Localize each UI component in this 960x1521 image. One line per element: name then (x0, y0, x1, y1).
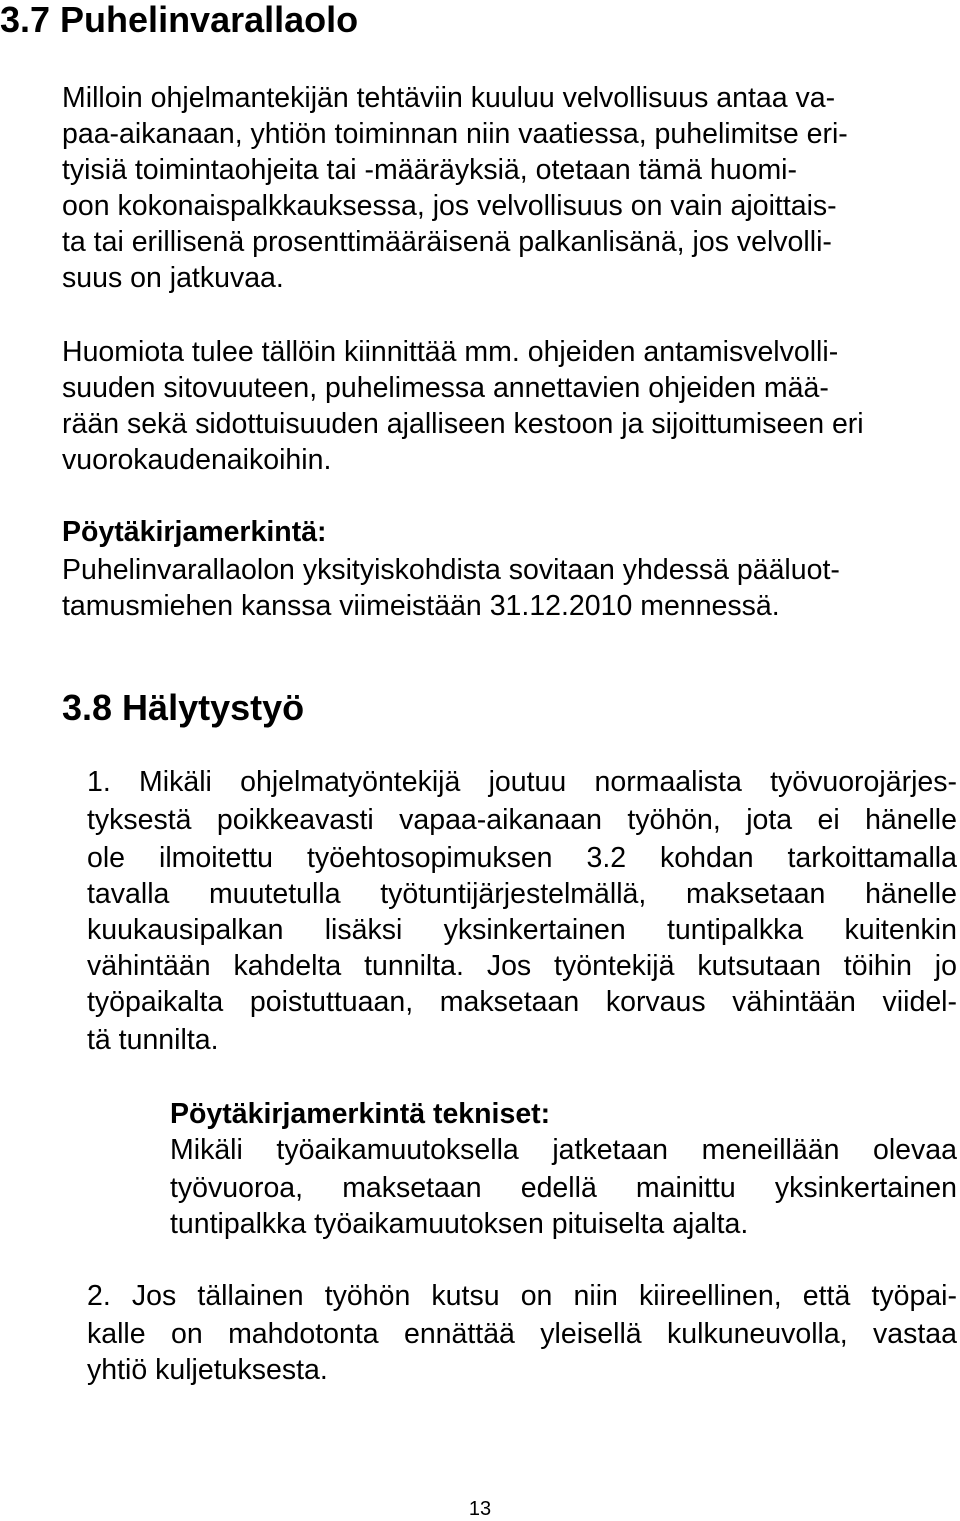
text-line: 2. Jos tällainen työhön kutsu on niin kiireellinen, että työpai- (87, 1280, 957, 1312)
text-line: Milloin ohjelmantekijän tehtäviin kuuluu velvollisuus antaa va- (62, 82, 836, 114)
section-heading-3-8: 3.8 Hälytystyö (62, 687, 305, 728)
text-line: rään sekä sidottuisuuden ajalliseen kestoon ja sijoittumiseen eri (62, 408, 864, 440)
protocol-note-label: Pöytäkirjamerkintä: (62, 516, 327, 548)
text-line: suus on jatkuvaa. (62, 262, 284, 294)
text-line: työpaikalta poistuttuaan, maksetaan korvaus vähintään viidel- (87, 986, 957, 1018)
text-line: paa-aikanaan, yhtiön toiminnan niin vaatiessa, puhelimitse eri- (62, 118, 848, 150)
text-line: tavalla muutetulla työtuntijärjestelmällä, maksetaan hänelle (87, 878, 957, 910)
text-line: kalle on mahdotonta ennättää yleisellä kulkuneuvolla, vastaa (87, 1318, 957, 1350)
text-line: Huomiota tulee tällöin kiinnittää mm. ohjeiden antamisvelvolli- (62, 336, 839, 368)
text-line: suuden sitovuuteen, puhelimessa annettavien ohjeiden mää- (62, 372, 829, 404)
text-line: yhtiö kuljetuksesta. (87, 1354, 328, 1386)
protocol-note-label: Pöytäkirjamerkintä tekniset: (170, 1098, 551, 1130)
text-line: tä tunnilta. (87, 1024, 219, 1056)
text-line: ta tai erillisenä prosenttimääräisenä palkanlisänä, jos velvolli- (62, 226, 832, 258)
text-line: työvuoroa, maksetaan edellä mainittu yksinkertainen (170, 1172, 957, 1204)
text-line: tyisiä toimintaohjeita tai -määräyksiä, otetaan tämä huomi- (62, 154, 798, 186)
text-line: kuukausipalkan lisäksi yksinkertainen tuntipalkka kuitenkin (87, 914, 957, 946)
text-line: vuorokaudenaikoihin. (62, 444, 332, 476)
text-line: Puhelinvarallaolon yksityiskohdista sovitaan yhdessä pääluot- (62, 554, 840, 586)
text-line: tamusmiehen kanssa viimeistään 31.12.2010 mennessä. (62, 590, 780, 622)
section-heading-3-7: 3.7 Puhelinvarallaolo (0, 0, 359, 40)
text-line: Mikäli työaikamuutoksella jatketaan meneillään olevaa (170, 1134, 957, 1166)
text-line: tyksestä poikkeavasti vapaa-aikanaan työhön, jota ei hänelle (87, 804, 957, 836)
text-line: vähintään kahdelta tunnilta. Jos työntekijä kutsutaan töihin jo (87, 950, 957, 982)
text-line: oon kokonaispalkkauksessa, jos velvollisuus on vain ajoittais- (62, 190, 837, 222)
page-number: 13 (468, 1498, 492, 1520)
text-line: tuntipalkka työaikamuutoksen pituiselta ajalta. (170, 1208, 749, 1240)
text-line: 1. Mikäli ohjelmatyöntekijä joutuu normaalista työvuorojärjes- (87, 766, 957, 798)
text-line: ole ilmoitettu työehtosopimuksen 3.2 kohdan tarkoittamalla (87, 842, 957, 874)
